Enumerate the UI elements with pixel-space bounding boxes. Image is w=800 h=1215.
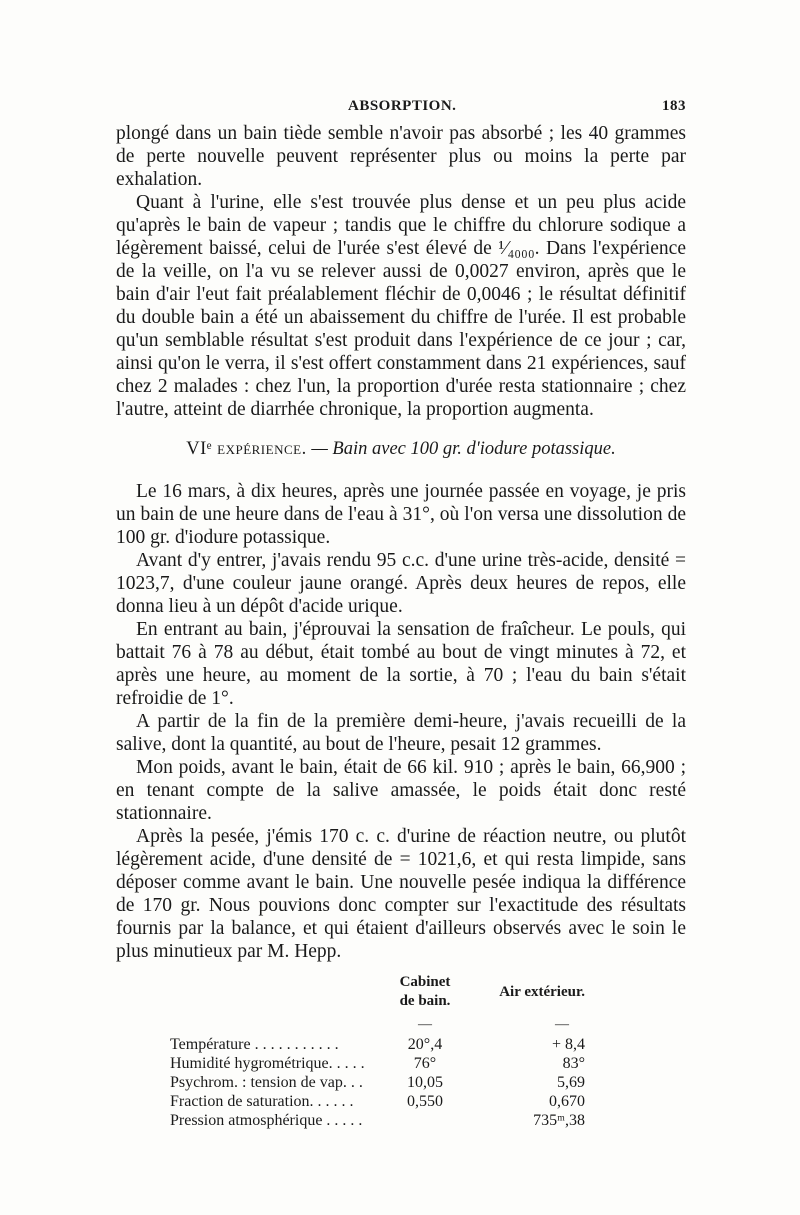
paragraph: plongé dans un bain tiède semble n'avoir pas absorbé ; les 40 grammes de perte nouvelle peuvent représenter plus ou moins la perte par exhalation. (116, 123, 686, 190)
bain-value: 10,05 (407, 1074, 443, 1091)
bain-value: 76° (413, 1055, 437, 1072)
paragraph: A partir de la fin de la première demi-heure, j'avais recueilli de la salive, dont la quantité, au bout de l'heure, pesait 12 grammes. (116, 711, 686, 755)
column-header-bain: Cabinet de bain. (399, 974, 451, 1009)
table-row (170, 1054, 585, 1073)
section-heading (116, 439, 686, 460)
experiment-label: VIᵉ expérience. (186, 439, 307, 459)
table-header-row (170, 973, 585, 1013)
table-row (170, 1073, 585, 1092)
page-number: 183 (662, 98, 686, 114)
book-page (116, 98, 686, 1130)
row-label: Fraction de saturation. . . . . . (170, 1093, 354, 1110)
air-value: 5,69 (557, 1074, 585, 1091)
running-header (116, 98, 686, 122)
paragraph: Quant à l'urine, elle s'est trouvée plus dense et un peu plus acide qu'après le bain de vapeur ; tandis que le chiffre du chlorure sodique a légèrement baissé, celui de l'urée s'est élevé de ¹⁄₄₀₀₀. Dans l'expérience de la veille, on l'a vu se relever aussi de 0,0027 environ, après que le bain d'air l'eut fait préalablement fléchir de 0,0046 ; le résultat définitif du double bain a été un abaissement du chiffre de l'urée. Il est probable qu'un semblable résultat s'est produit dans l'expérience de ce jour ; car, ainsi qu'on le verra, il s'est offert constamment dans 21 expériences, sauf chez 2 malades : chez l'un, la proportion d'urée resta stationnaire ; chez l'autre, atteint de diarrhée chronique, la proportion augmenta. (116, 192, 686, 420)
table-dash-row (170, 1013, 585, 1035)
dash: — (418, 1016, 432, 1032)
row-label: Température . . . . . . . . . . . (170, 1036, 339, 1053)
bain-value (395, 1111, 455, 1130)
row-label: Humidité hygrométrique. . . . . (170, 1055, 365, 1072)
row-label: Pression atmosphérique . . . . . (170, 1112, 363, 1129)
table-row (170, 1035, 585, 1054)
experiment-title: — Bain avec 100 gr. d'iodure potassique. (311, 439, 616, 459)
air-value: + 8,4 (551, 1036, 585, 1053)
air-value: 0,670 (549, 1093, 585, 1110)
bain-value: 20°,4 (407, 1036, 443, 1053)
paragraph: Après la pesée, j'émis 170 c. c. d'urine de réaction neutre, ou plutôt légèrement acide, d'une densité de = 1021,6, et qui resta limpide, sans déposer comme avant le bain. Une nouvelle pesée indiqua la différence de 170 gr. Nous pouvions donc compter sur l'exactitude des résultats fournis par la balance, et qui étaient d'ailleurs observés avec le soin le plus minutieux par M. Hepp. (116, 826, 686, 962)
bain-value: 0,550 (407, 1093, 443, 1110)
air-value: 83° (562, 1055, 585, 1072)
table-row (170, 1092, 585, 1111)
row-label: Psychrom. : tension de vap. . . (170, 1074, 363, 1091)
dash: — (555, 1016, 569, 1032)
paragraph: Avant d'y entrer, j'avais rendu 95 c.c. d'une urine très-acide, densité = 1023,7, d'une couleur jaune orangé. Après deux heures de repos, elle donna lieu à un dépôt d'acide urique. (116, 550, 686, 617)
running-title: ABSORPTION. (348, 98, 457, 114)
paragraph: Le 16 mars, à dix heures, après une journée passée en voyage, je pris un bain de une heure dans de l'eau à 31°, où l'on versa une dissolution de 100 gr. d'iodure potassique. (116, 481, 686, 548)
table-row (170, 1111, 585, 1130)
measurements-table (170, 973, 585, 1130)
paragraph: En entrant au bain, j'éprouvai la sensation de fraîcheur. Le pouls, qui battait 76 à 78 au début, était tombé au bout de vingt minutes à 72, et après une heure, au moment de la sortie, à 70 ; l'eau du bain s'était refroidie de 1°. (116, 619, 686, 709)
paragraph: Mon poids, avant le bain, était de 66 kil. 910 ; après le bain, 66,900 ; en tenant compte de la salive amassée, le poids était donc resté stationnaire. (116, 757, 686, 824)
air-value: 735ᵐ,38 (533, 1112, 585, 1129)
column-header-air: Air extérieur. (499, 983, 585, 1000)
